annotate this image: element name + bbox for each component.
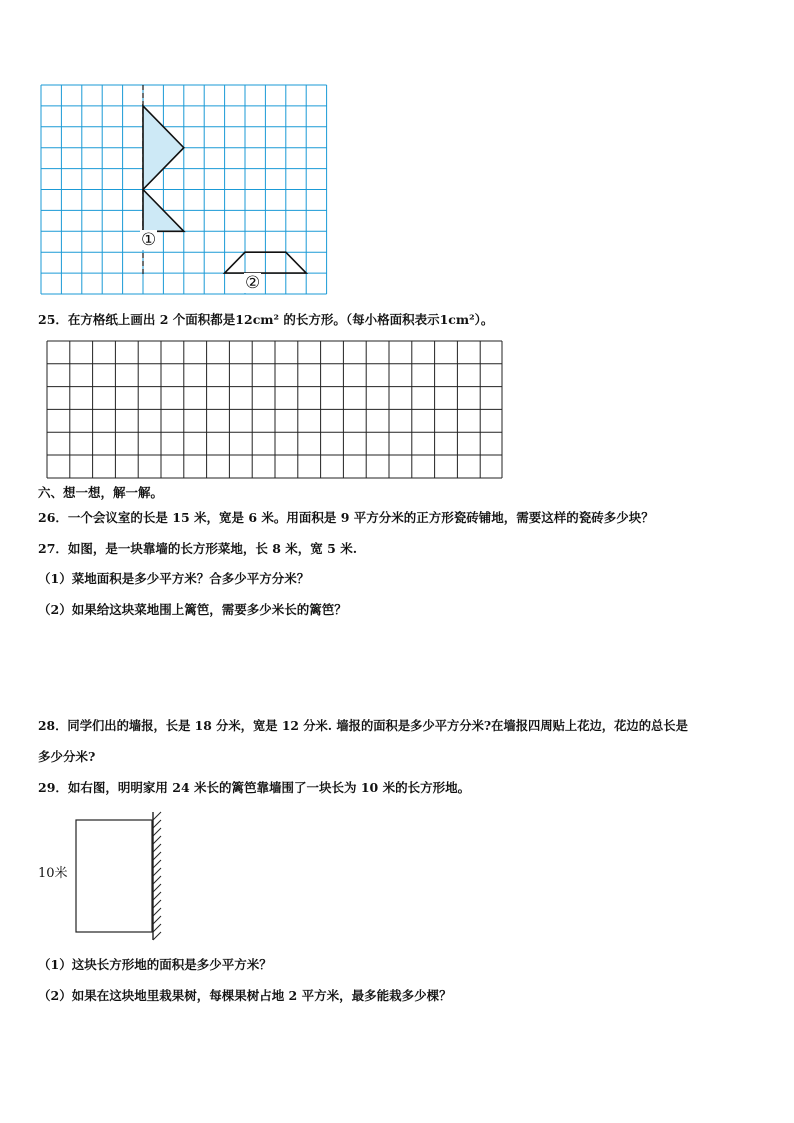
section-6-title: 六、想一想，解一解。 [38,485,164,500]
shape-2-label: ② [245,273,261,293]
question-29-sub1: （1）这块长方形地的面积是多少平方米？ [38,957,272,972]
q29-rectangle [76,820,152,932]
top-grid [41,85,327,294]
question-28-line2: 多少分米? [38,749,96,764]
blank-grid [46,340,504,480]
question-27: 27．如图，是一块靠墙的长方形菜地，长 8 米，宽 5 米. [38,541,358,556]
question-29-sub2: （2）如果在这块地里栽果树，每棵果树占地 2 平方米，最多能栽多少棵？ [38,988,452,1003]
top-grid-figure [40,84,330,296]
shape-1-label: ① [141,230,157,250]
q29-figure-label: 10米 [38,866,68,881]
question-27-sub1: （1）菜地面积是多少平方米？合多少平方分米？ [38,571,310,586]
question-29: 29．如右图，明明家用 24 米长的篱笆靠墙围了一块长为 10 米的长方形地。 [38,780,471,795]
question-26: 26．一个会议室的长是 15 米，宽是 6 米。用面积是 9 平方分米的正方形瓷砖铺地，需要这样的瓷砖多少块？ [38,510,654,525]
q29-figure [70,810,170,945]
question-27-sub2: （2）如果给这块菜地围上篱笆，需要多少米长的篱笆？ [38,602,347,617]
q29-wall-hatching [153,812,161,940]
question-28-line1: 28．同学们出的墙报，长是 18 分米，宽是 12 分米. 墙报的面积是多少平方分米?在墙报四周贴上花边，花边的总长是 [38,718,688,733]
question-25: 25．在方格纸上画出 2 个面积都是12cm² 的长方形。（每小格面积表示1cm²）。 [38,312,494,327]
